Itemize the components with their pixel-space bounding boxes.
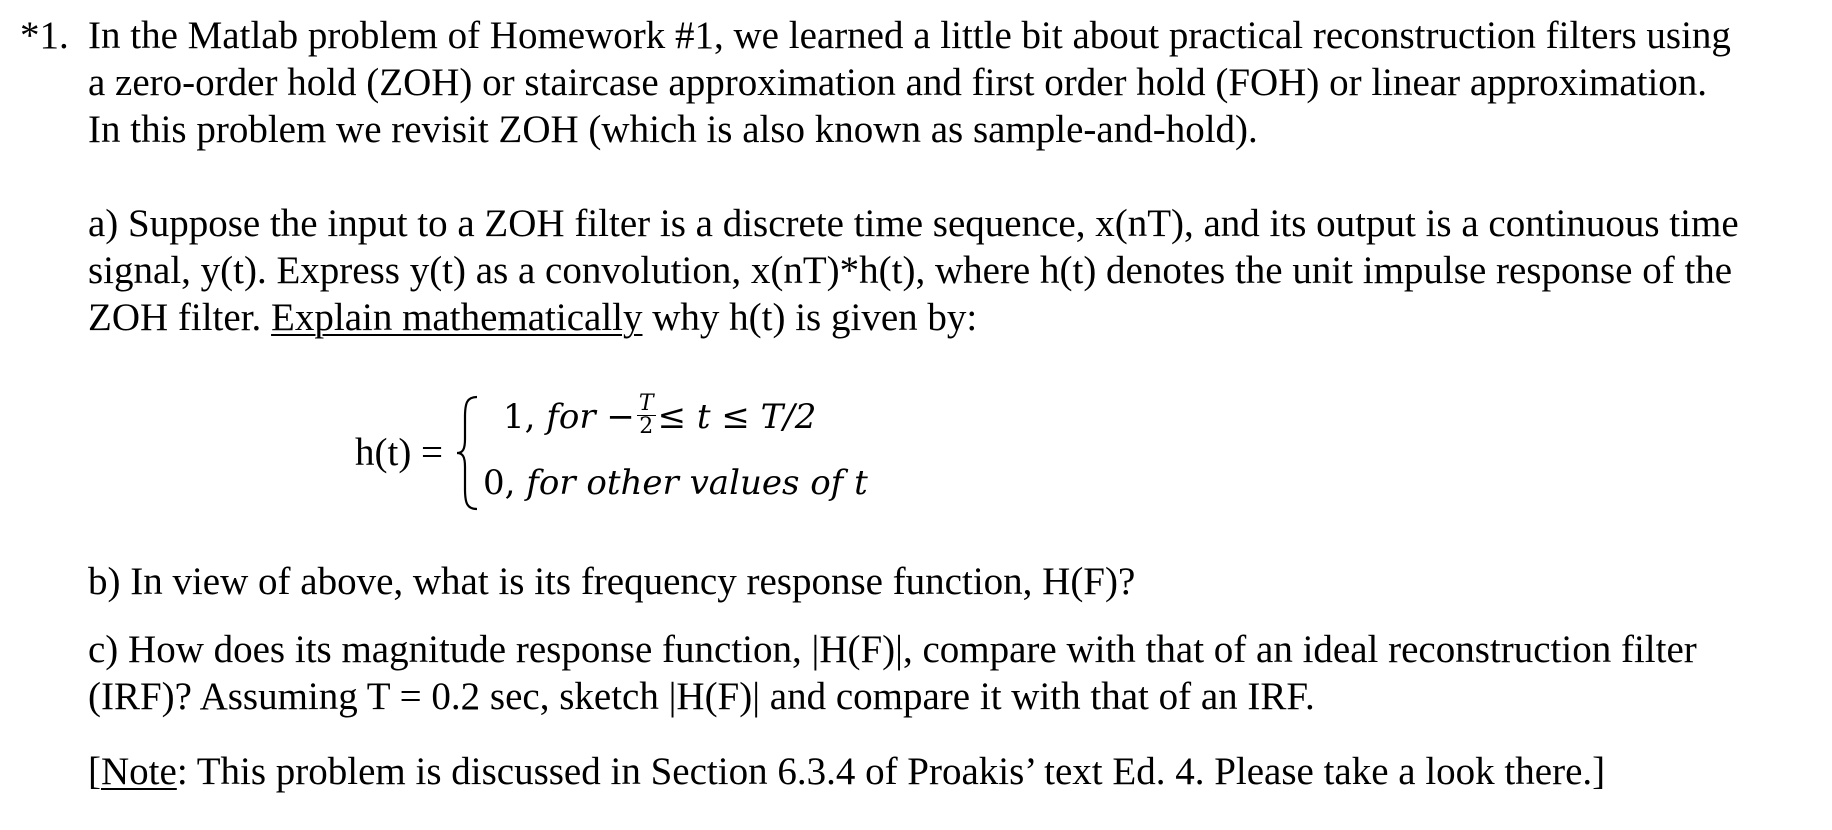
left-brace xyxy=(455,393,481,513)
case-1-value: 1, xyxy=(503,397,536,437)
fraction-denominator: 2 xyxy=(639,413,654,439)
part-a-line-3 xyxy=(88,294,977,342)
intro-line-2: a zero-order hold (ZOH) or staircase approximation and first order hold (FOH) or linear approximation. xyxy=(88,61,1708,104)
equation-lhs: h(t) = xyxy=(355,431,444,474)
note-line xyxy=(88,748,1605,796)
note-open-bracket: [ xyxy=(88,750,101,793)
case-2-text: for other values of t xyxy=(515,463,868,503)
note-label: Note xyxy=(101,750,177,793)
intro-line-3: In this problem we revisit ZOH (which is also known as sample-and-hold). xyxy=(88,108,1258,151)
case-2-value: 0, xyxy=(483,463,516,503)
part-a-line-3-suffix: why h(t) is given by: xyxy=(642,296,978,339)
part-b: b) In view of above, what is its frequency response function, H(F)? xyxy=(88,560,1136,603)
note-text: : This problem is discussed in Section 6.3.4 of Proakis’ text Ed. 4. Please take a look there.] xyxy=(176,750,1606,793)
fraction-numerator: T xyxy=(638,390,654,416)
case-1-rest: ≤ t ≤ T/2 xyxy=(657,397,817,437)
equation-case-2 xyxy=(483,461,868,505)
part-a-line-1: a) Suppose the input to a ZOH filter is a discrete time sequence, x(nT), and its output is a continuous time xyxy=(88,202,1739,245)
part-c-line-2: (IRF)? Assuming T = 0.2 sec, sketch |H(F)| and compare it with that of an IRF. xyxy=(88,675,1315,718)
t-over-2-fraction xyxy=(637,390,656,439)
intro-line-1: In the Matlab problem of Homework #1, we learned a little bit about practical reconstruction filters using xyxy=(88,14,1731,57)
problem-number: *1. xyxy=(20,14,69,57)
equation-case-1 xyxy=(503,390,817,442)
part-c-line-1: c) How does its magnitude response function, |H(F)|, compare with that of an ideal reconstruction filter xyxy=(88,628,1697,671)
part-a-line-3-prefix: ZOH filter. xyxy=(88,296,272,339)
part-a-line-2: signal, y(t). Express y(t) as a convolution, x(nT)*h(t), where h(t) denotes the unit impulse response of the xyxy=(88,249,1733,292)
case-1-for: for − xyxy=(535,397,635,437)
explain-mathematically-underlined: Explain mathematically xyxy=(271,296,643,339)
impulse-response-equation xyxy=(355,385,955,525)
